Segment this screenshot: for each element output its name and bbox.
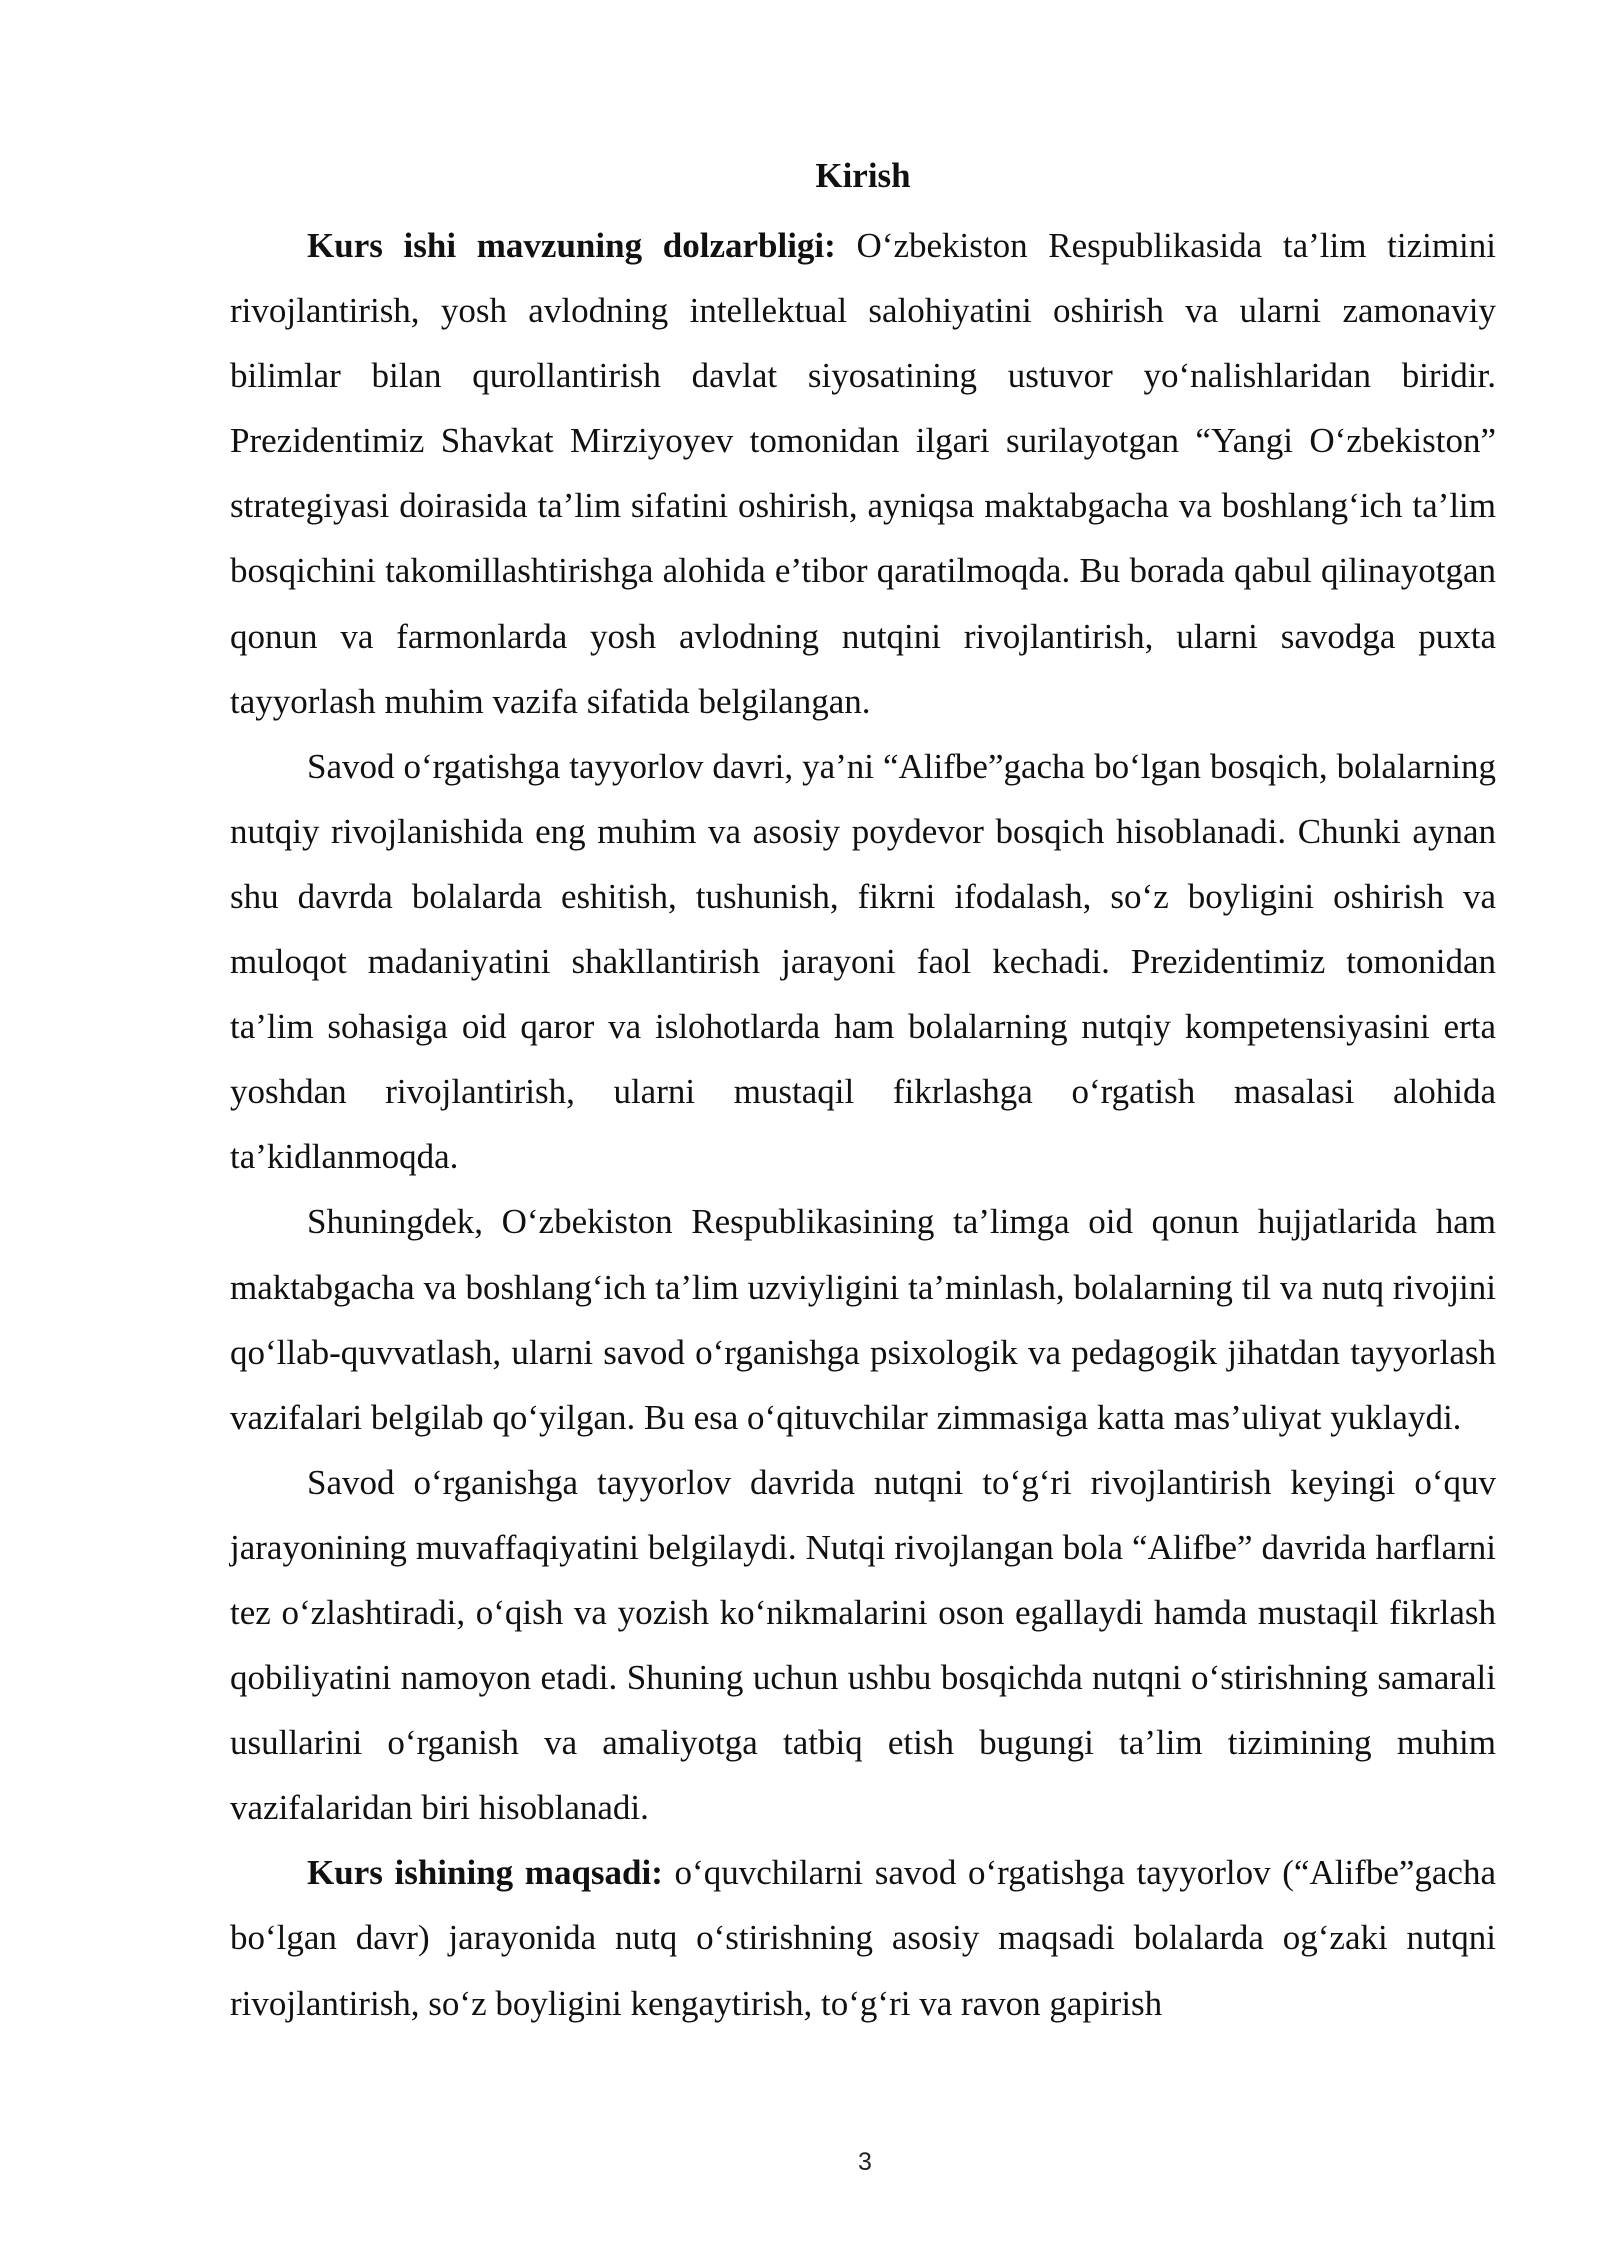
page-number: 3 [858,2148,872,2176]
paragraph-lead: Kurs ishi mavzuning dolzarbligi: [307,226,836,265]
section-title: Kirish [815,156,911,195]
paragraph-text: Savod o‘rganishga tayyorlov davrida nutqni to‘g‘ri rivojlantirish keyingi o‘quv jarayonining muvaffaqiyatini belgilaydi. Nutqi rivojlangan bola “Alifbe” davrida harflarni tez o‘zlashtiradi, o‘qish va yozish ko‘nikmalarini oson egallaydi hamda mustaqil fikrlash qobiliyatini namoyon etadi. Shuning uchun ushbu bosqichda nutqni o‘stirishning samarali usullarini o‘rganish va amaliyotga tatbiq etish bugungi ta’lim tizimining muhim vazifalaridan biri hisoblanadi. [230,1462,1496,1828]
paragraph-text: O‘zbekiston Respublikasida ta’lim tizimini rivojlantirish, yosh avlodning intellektual salohiyatini oshirish va ularni zamonaviy bilimlar bilan qurollantirish davlat siyosatining ustuvor yo‘nalishlaridan biridir. Prezidentimiz Shavkat Mirziyoyev tomonidan ilgari surilayotgan “Yangi O‘zbekiston” strategiyasi doirasida ta’lim sifatini oshirish, ayniqsa maktabgacha va boshlang‘ich ta’lim bosqichini takomillashtirishga alohida e’tibor qaratilmoqda. Bu borada qabul qilinayotgan qonun va farmonlarda yosh avlodning nutqini rivojlantirish, ularni savodga puxta tayyorlash muhim vazifa sifatida belgilangan. [230,226,1497,721]
paragraph-goal [230,1840,1496,2035]
paragraph-speech-development [230,1450,1496,1841]
paragraph-lead: Kurs ishining maqsadi: [307,1853,663,1893]
paragraph-relevance [230,213,1496,734]
paragraph-text: o‘quvchilarni savod o‘rgatishga tayyorlov (“Alifbe”gacha bo‘lgan davr) jarayonida nutq o‘stirishning asosiy maqsadi bolalarda og‘zaki nutqni rivojlantirish, so‘z boyligini kengaytirish, to‘g‘ri va ravon gapirish [230,1853,1497,2023]
paragraph-text: Shuningdek, O‘zbekiston Respublikasining ta’limga oid qonun hujjatlarida ham maktabgacha va boshlang‘ich ta’lim uzviyligini ta’minlash, bolalarning til va nutq rivojini qo‘llab-quvvatlash, ularni savod o‘rganishga psixologik va pedagogik jihatdan tayyorlash vazifalari belgilab qo‘yilgan. Bu esa o‘qituvchilar zimmasiga katta mas’uliyat yuklaydi. [230,1202,1496,1437]
paragraph-preparation-period [230,734,1496,1190]
paragraph-legislation [230,1189,1496,1449]
page-body [230,148,1496,2036]
paragraph-text: Savod o‘rgatishga tayyorlov davri, ya’ni “Alifbe”gacha bo‘lgan bosqich, bolalarning nutqiy rivojlanishida eng muhim va asosiy poydevor bosqich hisoblanadi. Chunki aynan shu davrda bolalarda eshitish, tushunish, fikrni ifodalash, so‘z boyligini oshirish va muloqot madaniyatini shakllantirish jarayoni faol kechadi. Prezidentimiz tomonidan ta’lim sohasiga oid qaror va islohotlarda ham bolalarning nutqiy kompetensiyasini erta yoshdan rivojlantirish, ularni mustaqil fikrlashga o‘rgatish masalasi alohida ta’kidlanmoqda. [230,746,1496,1177]
